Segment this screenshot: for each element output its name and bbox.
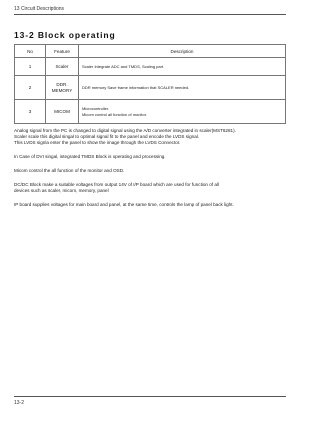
- paragraph-signal-flow: Analog signal from the PC is changed to digital signal using the A/D converter integrated in scaler(MST6281). Scaler scale this digital singal to optimal signal fit to the panel and encode the LVDS signal. This LVDS signla enter the panel to show the image through the LVDS Connector.: [14, 128, 236, 146]
- table-row: [15, 58, 286, 76]
- row-description: Scaler Integrate ADC and TMDS, Scaling part.: [79, 58, 286, 76]
- paragraph-dcdc: DC/DC Block make a suitable voltages from output 14V of I/P board which are used for function of all devices such as scaler, micom, memory, panel: [14, 182, 219, 194]
- page-number: 13-2: [14, 400, 25, 406]
- header-description: Description: [79, 45, 286, 58]
- table-header-row: [15, 45, 286, 58]
- table-row: [15, 100, 286, 124]
- row-feature: DDR. MEMORY: [46, 76, 79, 100]
- row-description: Microcontroller. Micom control all function of monitor.: [79, 100, 286, 124]
- row-number: 3: [15, 100, 46, 124]
- row-number: 2: [15, 76, 46, 100]
- row-number: 1: [15, 58, 46, 76]
- page-header: 13 Circuit Descriptions: [14, 6, 65, 12]
- footer-divider: [14, 396, 286, 397]
- row-description: DDR memory Save frame information that SCALER needed.: [79, 76, 286, 100]
- header-no: No: [15, 45, 46, 58]
- block-table: [14, 44, 286, 124]
- row-feature: Scaler: [46, 58, 79, 76]
- row-feature: MICOM: [46, 100, 79, 124]
- header-divider: [14, 14, 286, 15]
- table-row: [15, 76, 286, 100]
- paragraph-ip-board: IP board supplies voltages for main board and panel, at the same time, controls the lamp of panel back light.: [14, 202, 234, 207]
- header-feature: Feature: [46, 45, 79, 58]
- paragraph-dvi: In Case of DVI singal, integrated TMDS Block is operating and processing.: [14, 154, 166, 159]
- paragraph-micom: Micom control the all function of the monitor and OSD.: [14, 168, 125, 173]
- section-title: 13-2 Block operating: [14, 30, 116, 40]
